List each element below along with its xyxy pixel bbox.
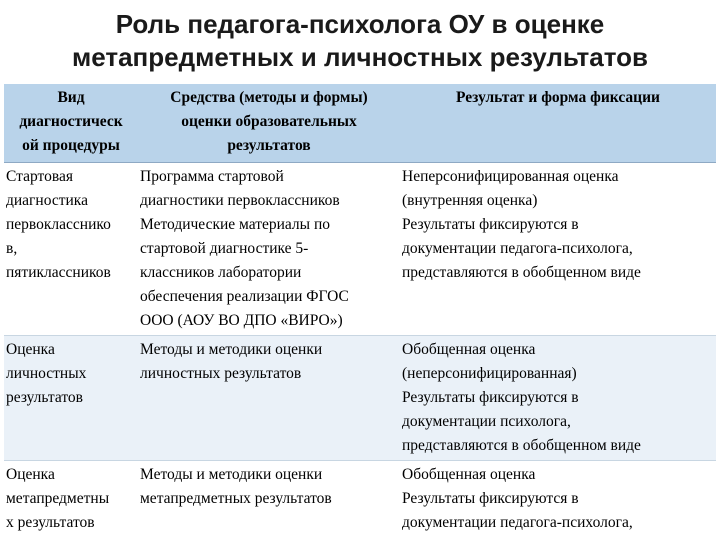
cell-line: метапредметны [6,490,110,507]
cell-line: Неперсонифицированная оценка [402,168,619,185]
cell-line: (неперсонифицированная) [402,365,577,382]
table-row [4,336,716,461]
title-line-2: метапредметных и личностных результатов [72,42,648,72]
cell-line: Оценка [6,341,55,358]
cell-line: личностных результатов [140,365,302,382]
cell-line: представляются в обобщенном виде [402,437,641,454]
cell-line: Стартовая [6,168,73,185]
cell-line: классников лаборатории [140,264,302,281]
cell-line: стартовой диагностике 5- [140,240,309,257]
header-line: Результат и форма фиксации [456,89,660,106]
header-result-form [400,84,716,163]
header-procedure-type [4,84,138,163]
table-row [4,163,716,336]
cell-line: (внутренняя оценка) [402,192,538,209]
cell-means [138,336,400,461]
cell-line: результатов [6,389,83,406]
cell-means [138,461,400,538]
cell-line: ООО (АОУ ВО ДПО «ВИРО») [140,312,343,329]
cell-line: документации психолога, [402,413,571,430]
cell-result [400,163,716,336]
cell-line: Методы и методики оценки [140,466,323,483]
cell-line: Результаты фиксируются в [402,216,579,233]
cell-line: первокласснико [6,216,111,233]
cell-line: х результатов [6,514,95,531]
title-line-1: Роль педагога-психолога ОУ в оценке [115,9,605,39]
cell-line: пятиклассников [6,264,111,281]
cell-line: Программа стартовой [140,168,284,185]
cell-line: диагностики первоклассников [140,192,340,209]
cell-line: Результаты фиксируются в [402,490,579,507]
cell-line: обеспечения реализации ФГОС [140,288,349,305]
cell-procedure [4,163,138,336]
cell-line: представляются в обобщенном виде [402,264,641,281]
header-assessment-means [138,84,400,163]
slide-title [0,8,720,74]
cell-line: метапредметных результатов [140,490,332,507]
cell-line: Методы и методики оценки [140,341,323,358]
cell-line: диагностика [6,192,88,209]
cell-line: личностных [6,365,87,382]
header-line: диагностическ [19,113,123,130]
table-row [4,461,716,538]
cell-means [138,163,400,336]
cell-procedure [4,336,138,461]
table-header-row [4,84,716,163]
header-line: Средства (методы и формы) [170,89,368,106]
header-line: Вид [57,89,85,106]
cell-result [400,336,716,461]
cell-line: документации педагога-психолога, [402,240,633,257]
cell-procedure [4,461,138,538]
cell-line: Обобщенная оценка [402,466,536,483]
header-line: результатов [227,137,311,154]
cell-line: Оценка [6,466,55,483]
cell-line: Методические материалы по [140,216,330,233]
header-line: ой процедуры [22,137,120,154]
cell-line: Результаты фиксируются в [402,389,579,406]
cell-line: Обобщенная оценка [402,341,536,358]
header-line: оценки образовательных [181,113,357,130]
results-table [4,84,716,537]
cell-line: в, [6,240,18,257]
cell-result [400,461,716,538]
cell-line: документации педагога-психолога, [402,514,633,531]
